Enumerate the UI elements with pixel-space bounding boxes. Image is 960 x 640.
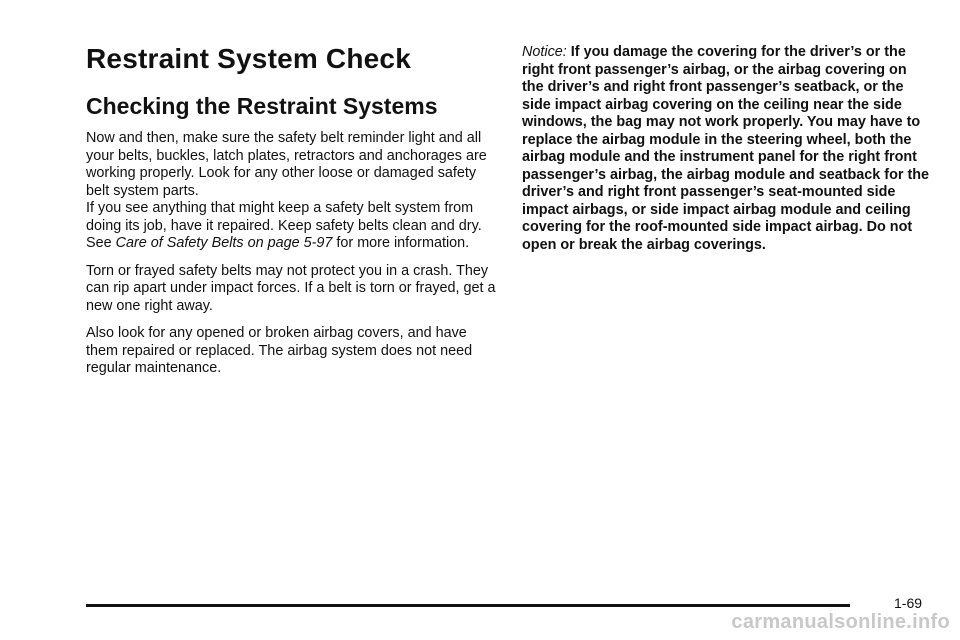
left-column	[86, 40, 496, 388]
paragraph-repair-text: If you see anything that might keep a safety belt system from doing its job, have it repaired. Keep safety belts clean and dry. See	[86, 200, 482, 251]
right-column	[522, 44, 932, 254]
paragraph-more-info-text: for more information.	[332, 235, 470, 251]
paragraph-airbag-covers: Also look for any opened or broken airbag covers, and have them repaired or replaced. The airbag system does not need regular maintenance.	[86, 325, 473, 376]
page-title: Restraint System Check	[86, 43, 411, 74]
paragraph-check-belts-text: Now and then, make sure the safety belt reminder light and all your belts, buckles, latch plates, retractors and anchorages are working properly. Look for any other loose or damaged safety belt system parts.	[86, 130, 487, 199]
paragraph-torn-belts: Torn or frayed safety belts may not protect you in a crash. They can rip apart under impact forces. If a belt is torn or frayed, get a new one right away.	[86, 262, 496, 314]
footer-rule	[86, 604, 850, 607]
page-number: 1-69	[894, 595, 923, 611]
paragraph-check-belts	[86, 130, 496, 253]
watermark: carmanualsonline.info	[731, 611, 950, 633]
notice-block	[522, 44, 932, 254]
cross-reference-link[interactable]: Care of Safety Belts on page 5-97	[115, 235, 333, 251]
section-heading: Checking the Restraint Systems	[86, 93, 438, 119]
notice-text: If you damage the covering for the driver’s or the right front passenger’s airbag, or the airbag covering on the driver’s and right front passenger’s seatback, or the side impact airbag covering on the ceiling near the side windows, the bag may not work properly. You may have to replace the airbag module in the steering wheel, both the airbag module and the instrument panel for the right front passenger’s airbag, the airbag module and seatback for the driver’s and right front passenger’s seat-mounted side impact airbags, or side impact airbag module and ceiling covering for the roof-mounted side impact airbag. Do not open or break the airbag coverings.	[522, 44, 930, 253]
notice-label: Notice:	[522, 44, 567, 60]
